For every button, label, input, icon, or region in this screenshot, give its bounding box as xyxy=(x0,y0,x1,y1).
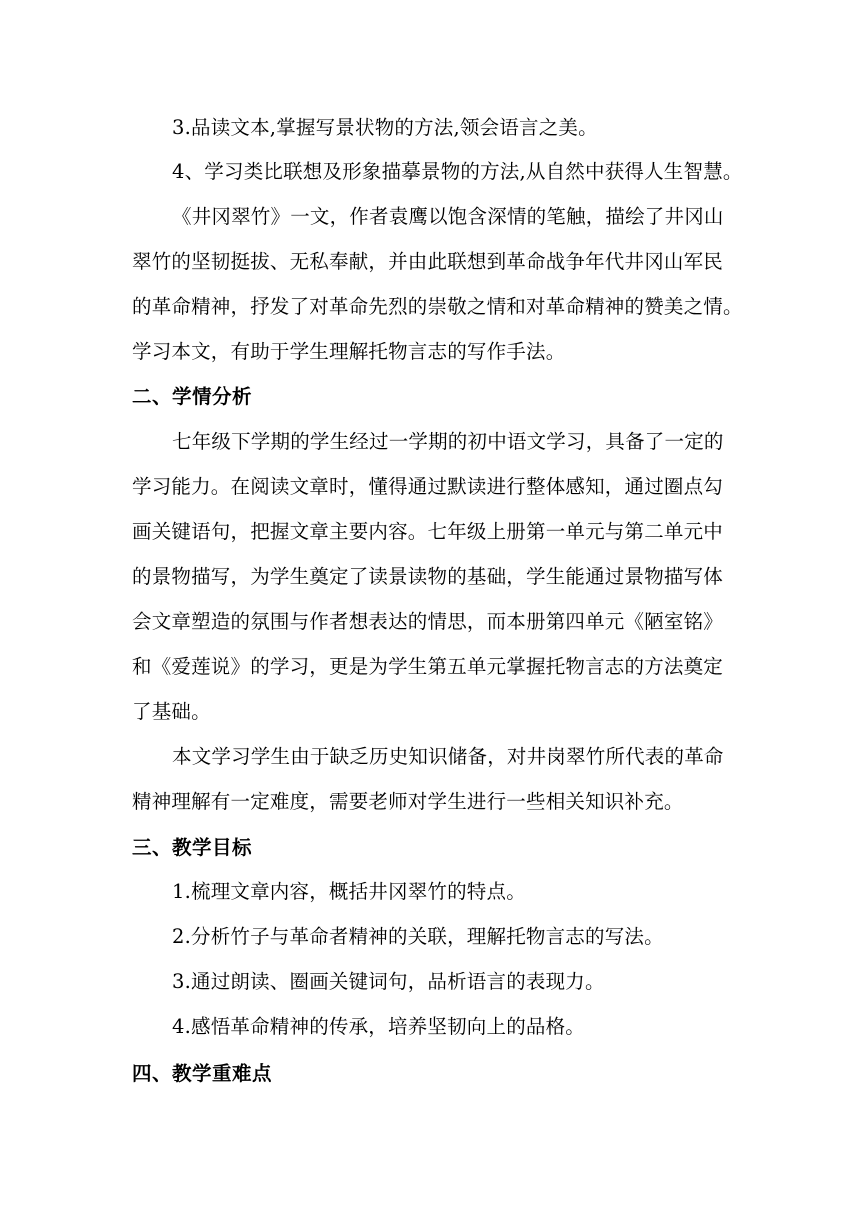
analysis-paragraph-line: 的景物描写，为学生奠定了读景读物的基础，学生能通过景物描写体 xyxy=(132,565,724,588)
analysis-paragraph-line: 精神理解有一定难度，需要老师对学生进行一些相关知识补充。 xyxy=(132,790,684,813)
objective-item-3: 3.品读文本,掌握写景状物的方法,领会语言之美。 xyxy=(172,116,598,139)
intro-paragraph-line: 翠竹的坚韧挺拔、无私奉献，并由此联想到革命战争年代井冈山军民 xyxy=(132,250,724,273)
analysis-paragraph-line: 七年级下学期的学生经过一学期的初中语文学习，具备了一定的 xyxy=(172,430,724,453)
analysis-paragraph-line: 本文学习学生由于缺乏历史知识储备，对井岗翠竹所代表的革命 xyxy=(172,745,724,768)
analysis-paragraph-line: 和《爱莲说》的学习，更是为学生第五单元掌握托物言志的方法奠定 xyxy=(132,655,724,678)
section-heading-learning-analysis: 二、学情分析 xyxy=(132,385,253,408)
objective-item-4: 4、学习类比联想及形象描摹景物的方法,从自然中获得人生智慧。 xyxy=(172,160,743,183)
goal-item: 3.通过朗读、圈画关键词句，品析语言的表现力。 xyxy=(172,970,605,993)
analysis-paragraph-line: 学习能力。在阅读文章时，懂得通过默读进行整体感知，通过圈点勾 xyxy=(132,475,724,498)
goal-item: 1.梳理文章内容，概括井冈翠竹的特点。 xyxy=(172,880,526,903)
section-heading-teaching-goals: 三、教学目标 xyxy=(132,836,253,859)
goal-item: 4.感悟革命精神的传承，培养坚韧向上的品格。 xyxy=(172,1015,586,1038)
intro-paragraph-line: 学习本文，有助于学生理解托物言志的写作手法。 xyxy=(132,340,566,363)
analysis-paragraph-line: 会文章塑造的氛围与作者想表达的情思，而本册第四单元《陋室铭》 xyxy=(132,610,724,633)
section-heading-key-difficulties: 四、教学重难点 xyxy=(132,1062,273,1085)
intro-paragraph-line: 《井冈翠竹》一文，作者袁鹰以饱含深情的笔触，描绘了井冈山 xyxy=(172,205,724,228)
analysis-paragraph-line: 画关键语句，把握文章主要内容。七年级上册第一单元与第二单元中 xyxy=(132,520,724,543)
goal-item: 2.分析竹子与革命者精神的关联，理解托物言志的写法。 xyxy=(172,925,664,948)
analysis-paragraph-line: 了基础。 xyxy=(132,700,211,723)
intro-paragraph-line: 的革命精神，抒发了对革命先烈的崇敬之情和对革命精神的赞美之情。 xyxy=(132,295,743,318)
